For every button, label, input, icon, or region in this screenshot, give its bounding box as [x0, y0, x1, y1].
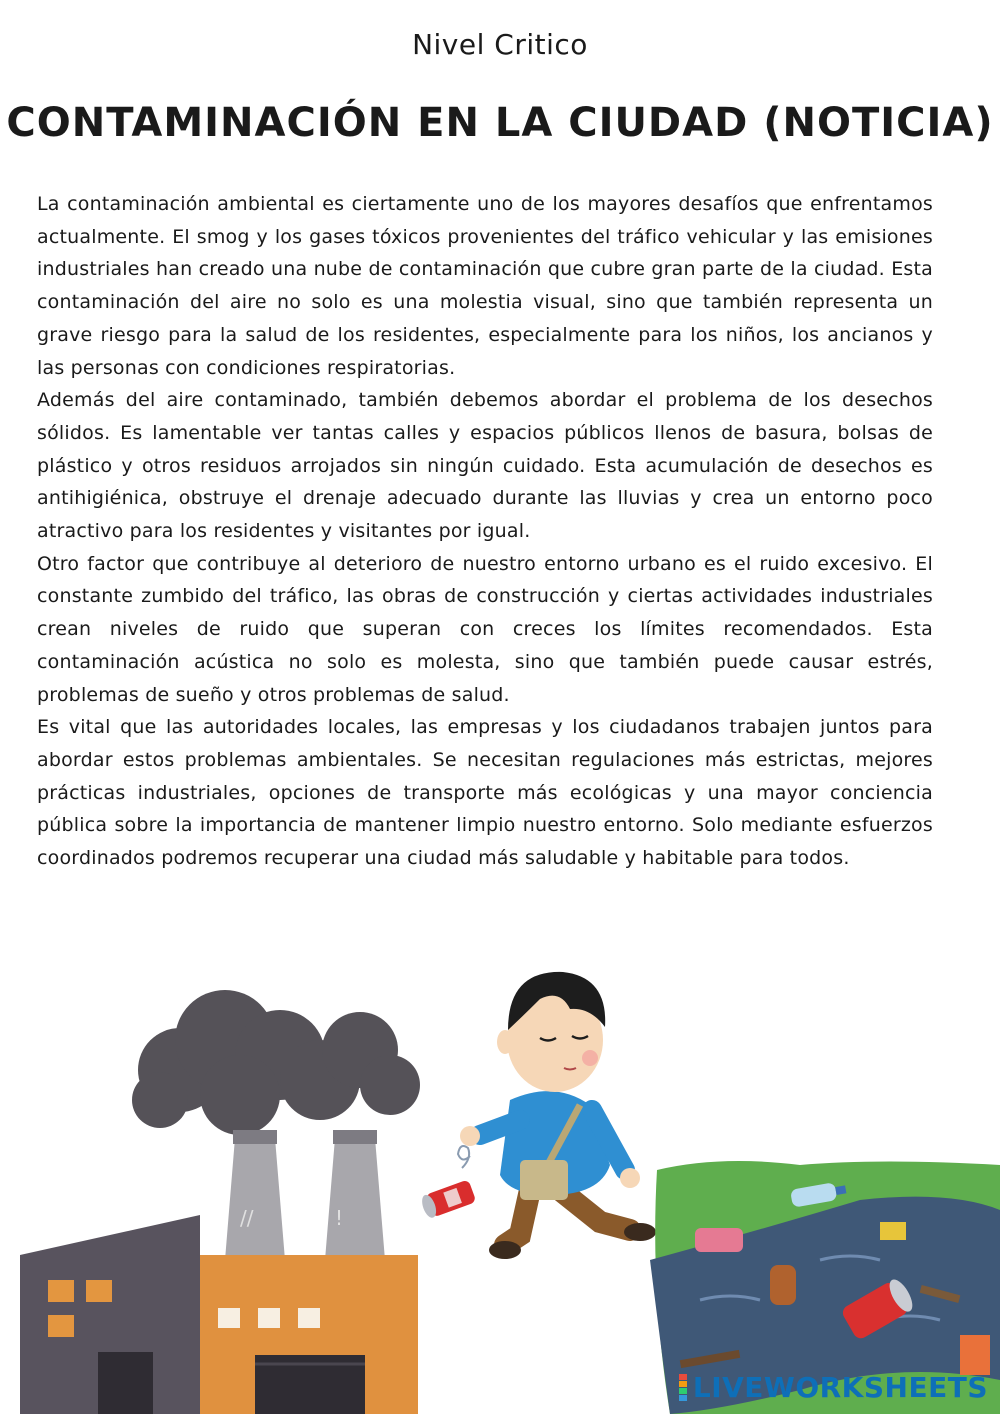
liveworksheets-watermark [679, 1371, 988, 1404]
article-paragraph-2: Además del aire contaminado, también debemos abordar el problema de los desechos sólidos. Es lamentable ver tantas calles y espacios públicos llenos de basura, bolsas de plástico y otros residuos arrojados sin ningún cuidado. Esta acumulación de desechos es antihigiénica, obstruye el drenaje adecuado durante las lluvias y crea un entorno poco atractivo para los residentes y visitantes por igual. [37, 389, 933, 543]
page-title: CONTAMINACIÓN EN LA CIUDAD (NOTICIA) [6, 100, 994, 146]
liveworksheets-logo-icon [679, 1374, 687, 1401]
article-paragraph-1: La contaminación ambiental es ciertamente uno de los mayores desafíos que enfrentamos actualmente. El smog y los gases tóxicos provenientes del tráfico vehicular y las emisiones industriales han creado una nube de contaminación que cubre gran parte de la ciudad. Esta contaminación del aire no solo es una molestia visual, sino que también representa un grave riesgo para la salud de los residentes, especialmente para los niños, los ancianos y las personas con condiciones respiratorias. [37, 193, 933, 379]
watermark-text: LIVEWORKSHEETS [692, 1371, 988, 1404]
level-heading: Nivel Critico [412, 28, 588, 61]
logo-bar-4 [679, 1395, 687, 1401]
article-body [37, 188, 933, 875]
logo-bar-3 [679, 1388, 687, 1394]
logo-bar-2 [679, 1381, 687, 1387]
soda-can-icon [419, 1179, 476, 1219]
illustration-area [0, 960, 1000, 1414]
littering-boy-icon [460, 972, 656, 1259]
logo-bar-1 [679, 1374, 687, 1380]
factory-icon [20, 990, 420, 1414]
svg-text://: // [240, 1206, 254, 1230]
article-paragraph-4: Es vital que las autoridades locales, las empresas y los ciudadanos trabajen juntos para abordar estos problemas ambientales. Se necesitan regulaciones más estrictas, mejores prácticas industriales, opciones de transporte más ecológicas y una mayor conciencia pública sobre la importancia de mantener limpio nuestro entorno. Solo mediante esfuerzos coordinados podremos recuperar una ciudad más saludable y habitable para todos. [37, 716, 933, 870]
svg-text:!: ! [335, 1206, 344, 1230]
article-paragraph-3: Otro factor que contribuye al deterioro de nuestro entorno urbano es el ruido excesivo. El constante zumbido del tráfico, las obras de construcción y ciertas actividades industriales crean niveles de ruido que superan con creces los límites recomendados. Esta contaminación acústica no solo es molesta, sino que también puede causar estrés, problemas de sueño y otros problemas de salud. [37, 552, 933, 706]
